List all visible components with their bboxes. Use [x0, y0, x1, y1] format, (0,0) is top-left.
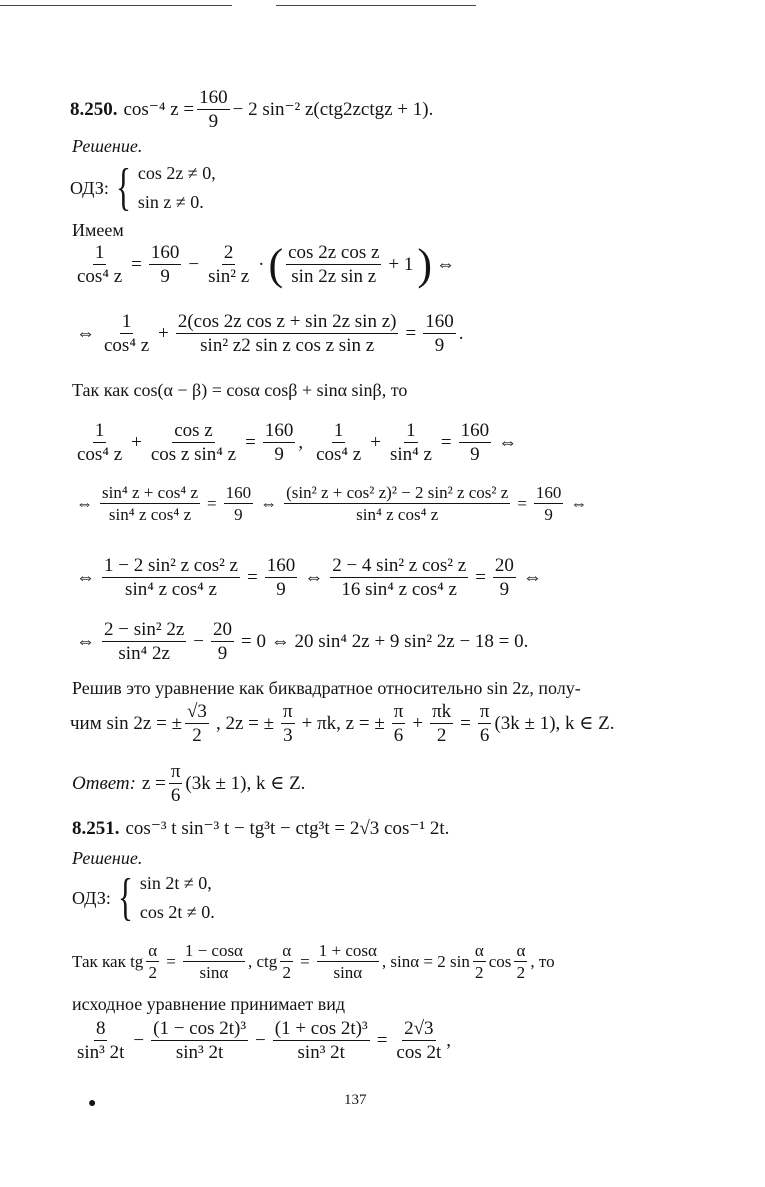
top-rule-left — [0, 5, 232, 6]
odz-label: ОДЗ: — [70, 177, 109, 198]
equation-rhs: − 2 sin⁻² z(ctg2zctgz + 1). — [232, 99, 434, 120]
ink-mark-icon: ● — [88, 1096, 97, 1111]
odz-block — [70, 159, 765, 216]
odz-label: ОДЗ: — [72, 887, 111, 908]
odz-condition: sin 2t ≠ 0, — [139, 873, 212, 893]
equation-line-7: чим sin 2z = ± $\frac{√3}{2}$ , 2z = ± $\frac{\pi}{3}$ + πk, z = ± $\frac{\pi}{6}$ + $\frac{\pi k}{2}$ = $\frac{\pi}{6}$ (3k ± 1), k ∈ Z. — [70, 701, 615, 746]
odz-block — [72, 869, 765, 926]
odz-condition: cos 2z ≠ 0, — [137, 163, 216, 183]
equation-line-1: $\frac{1}{\text{cos⁴ z}}$ = $\frac{160}{9}$ − $\frac{2}{\text{sin² z}}$ · ( $\frac{\text{cos 2z cos z}}{\text{sin 2z sin z}}$ + 1 ) ⇔ — [77, 239, 456, 289]
brace-icon: { — [117, 869, 133, 926]
equation-lhs: cos⁻⁴ z = — [123, 99, 195, 120]
equation-line-4: ⇔ $\frac{\text{sin⁴ z + cos⁴ z}}{\text{sin⁴ z cos⁴ z}}$ = $\frac{160}{9}$ ⇔ $\frac{\text{(sin² z + cos² z)² − 2 sin² z cos² z}}{\text{sin⁴ z cos⁴ z}}$ = $\frac{160}{9}$ ⇔ — [76, 483, 588, 524]
odz-condition: sin z ≠ 0. — [137, 192, 204, 212]
problem-8-251 — [72, 818, 765, 839]
equation-line-3: $\frac{1}{\text{cos⁴ z}}$ + $\frac{\text{cos z}}{\text{cos z sin⁴ z}}$ = $\frac{160}{9}$ , $\frac{1}{\text{cos⁴ z}}$ + $\frac{1}{\text{sin⁴ z}}$ = $\frac{160}{9}$ ⇔ — [77, 420, 518, 465]
text-reshiv: Решив это уравнение как биквадратное относительно sin 2z, полу- — [72, 678, 581, 698]
problem-number: 8.250. — [70, 99, 118, 120]
answer-line: Ответ: z = $\frac{\pi}{6}$ (3k ± 1), k ∈ Z. — [72, 761, 306, 806]
text-imeem: Имеем — [72, 220, 124, 240]
equation-line-8: $\frac{8}{\text{sin³ 2t}}$ − $\frac{\text{(1 − cos 2t)³}}{\text{sin³ 2t}}$ − $\frac{\text{(1 + cos 2t)³}}{\text{sin³ 2t}}$ = $\frac{2√3}{\cos 2t}$ , — [77, 1018, 452, 1063]
page-number: 137 — [344, 1092, 367, 1108]
fraction: $\frac{160}{9}$ — [199, 87, 228, 132]
equation-line-5: ⇔ $\frac{\text{1 − 2 sin² z cos² z}}{\text{sin⁴ z cos⁴ z}}$ = $\frac{160}{9}$ ⇔ $\frac{\text{2 − 4 sin² z cos² z}}{\text{16 sin⁴ z cos⁴ z}}$ = $\frac{20}{9}$ ⇔ — [76, 555, 542, 600]
odz-condition: cos 2t ≠ 0. — [139, 902, 215, 922]
top-rule-right — [276, 5, 476, 6]
equation-line-2: ⇔ $\frac{1}{\text{cos⁴ z}}$ + $\frac{\text{2(cos 2z cos z + sin 2z sin z)}}{\text{sin² z2 sin z cos z sin z}}$ = $\frac{160}{9}$ . — [76, 311, 464, 356]
brace-icon: { — [115, 159, 131, 216]
answer-label: Ответ: — [72, 773, 136, 794]
equation-line-tak-kak: Так как tg $\frac{\alpha}{2}$ = $\frac{1 - \cos\alpha}{\sin\alpha}$ , ctg $\frac{\alpha}{2}$ = $\frac{1 + \cos\alpha}{\sin\alpha}$ , sinα = 2 sin $\frac{\alpha}{2}$ cos $\frac{\alpha}{2}$ , то — [72, 941, 555, 982]
solution-label: Решение. — [72, 848, 143, 868]
solution-label: Решение. — [72, 136, 143, 156]
problem-8-250 — [70, 88, 765, 131]
text-iskhodnoe: исходное уравнение принимает вид — [72, 994, 345, 1014]
problem-number: 8.251. — [72, 818, 120, 839]
text-tak-kak: Так как cos(α − β) = cosα cosβ + sinα sinβ, то — [72, 380, 408, 400]
equation: cos⁻³ t sin⁻³ t − tg³t − ctg³t = 2√3 cos⁻¹ 2t. — [125, 818, 450, 839]
equation-line-6: ⇔ $\frac{\text{2 − sin² 2z}}{\text{sin⁴ 2z}}$ − $\frac{20}{9}$ = 0 ⇔ 20 sin⁴ 2z + 9 sin² 2z − 18 = 0. — [76, 619, 529, 664]
